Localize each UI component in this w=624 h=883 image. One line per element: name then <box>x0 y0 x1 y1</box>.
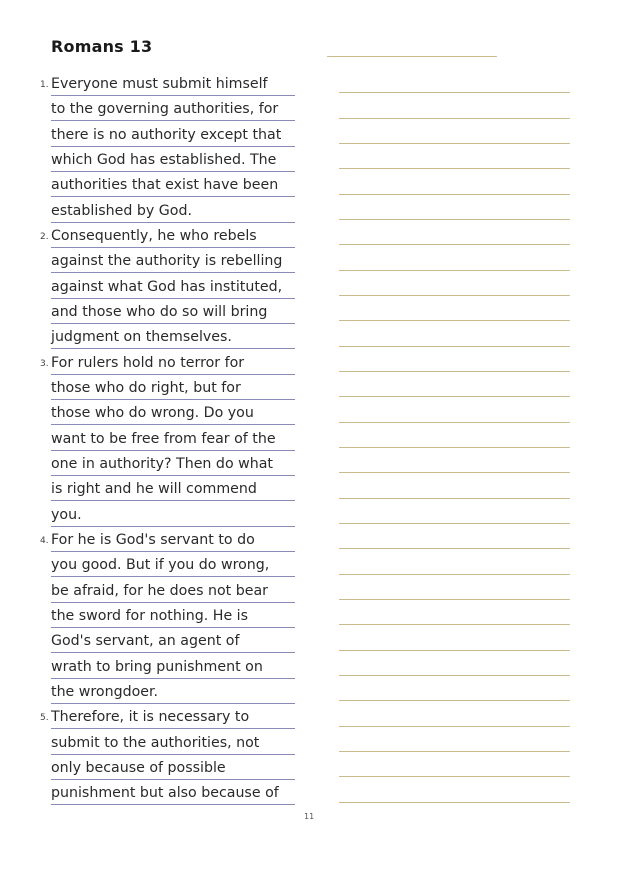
verse-line-text: Therefore, it is necessary to <box>51 709 295 729</box>
verse-line-text: against what God has instituted, <box>51 279 295 299</box>
verse-line-text: Consequently, he who rebels <box>51 228 295 248</box>
verse-line <box>0 199 300 224</box>
verse-line-text: which God has established. The <box>51 152 295 172</box>
copy-writing-line[interactable] <box>339 275 570 300</box>
verse-line-text: Everyone must submit himself <box>51 76 295 96</box>
verse-line-text: For he is God's servant to do <box>51 532 295 552</box>
verse-line-text: authorities that exist have been <box>51 177 295 197</box>
copy-writing-line[interactable] <box>339 123 570 148</box>
verse-line <box>0 173 300 198</box>
verse-number: 2. <box>40 231 49 242</box>
verse-line-text: established by God. <box>51 203 295 223</box>
copy-writing-line[interactable] <box>339 579 570 604</box>
verse-line-text: the wrongdoer. <box>51 684 295 704</box>
verse-line-text: judgment on themselves. <box>51 329 295 349</box>
copy-writing-line[interactable] <box>339 528 570 553</box>
copy-writing-line[interactable] <box>339 325 570 350</box>
copy-lines-column <box>339 72 570 807</box>
verse-line-text: is right and he will commend <box>51 481 295 501</box>
copy-writing-line[interactable] <box>339 351 570 376</box>
verse-number: 5. <box>40 713 49 724</box>
verse-line-text: there is no authority except that <box>51 127 295 147</box>
copy-writing-line[interactable] <box>339 629 570 654</box>
copy-writing-line[interactable] <box>339 224 570 249</box>
verse-line-text: against the authority is rebelling <box>51 253 295 273</box>
verse-line <box>0 756 300 781</box>
verse-line <box>0 579 300 604</box>
copy-writing-line[interactable] <box>339 756 570 781</box>
copy-writing-line[interactable] <box>339 477 570 502</box>
verse-line <box>0 401 300 426</box>
verse-text-column <box>0 72 300 807</box>
verse-line <box>0 123 300 148</box>
verse-number: 1. <box>40 80 49 90</box>
verse-line <box>0 427 300 452</box>
page-number: 11 <box>304 812 315 821</box>
verse-line <box>0 604 300 629</box>
copy-writing-line[interactable] <box>339 72 570 97</box>
verse-line <box>0 300 300 325</box>
verse-line-text: the sword for nothing. He is <box>51 608 295 628</box>
title-writing-line[interactable] <box>327 56 497 57</box>
copy-writing-line[interactable] <box>339 604 570 629</box>
verse-line-text: those who do right, but for <box>51 380 295 400</box>
verse-line-text: submit to the authorities, not <box>51 735 295 755</box>
copy-writing-line[interactable] <box>339 300 570 325</box>
copy-writing-line[interactable] <box>339 427 570 452</box>
verse-line-text: For rulers hold no terror for <box>51 355 295 375</box>
verse-line <box>0 781 300 806</box>
verse-line <box>0 655 300 680</box>
verse-line-text: wrath to bring punishment on <box>51 659 295 679</box>
verse-number: 3. <box>40 358 49 369</box>
verse-line-text: be afraid, for he does not bear <box>51 583 295 603</box>
copy-writing-line[interactable] <box>339 781 570 806</box>
verse-line <box>0 528 300 553</box>
copy-writing-line[interactable] <box>339 553 570 578</box>
verse-line <box>0 376 300 401</box>
verse-line <box>0 249 300 274</box>
copy-writing-line[interactable] <box>339 376 570 401</box>
copy-writing-line[interactable] <box>339 97 570 122</box>
verse-line-text: only because of possible <box>51 760 295 780</box>
verse-line <box>0 351 300 376</box>
copy-writing-line[interactable] <box>339 680 570 705</box>
verse-line <box>0 452 300 477</box>
copy-writing-line[interactable] <box>339 148 570 173</box>
verse-line-text: those who do wrong. Do you <box>51 405 295 425</box>
verse-line <box>0 705 300 730</box>
verse-line <box>0 148 300 173</box>
verse-line <box>0 224 300 249</box>
verse-line <box>0 629 300 654</box>
verse-line-text: to the governing authorities, for <box>51 101 295 121</box>
copy-writing-line[interactable] <box>339 199 570 224</box>
page-title: Romans 13 <box>51 37 153 56</box>
verse-line <box>0 503 300 528</box>
verse-line-text: want to be free from fear of the <box>51 431 295 451</box>
verse-line-text: God's servant, an agent of <box>51 633 295 653</box>
verse-line-text: punishment but also because of <box>51 785 295 805</box>
copy-writing-line[interactable] <box>339 731 570 756</box>
verse-line-text: you. <box>51 507 295 527</box>
verse-number: 4. <box>40 535 49 546</box>
copy-writing-line[interactable] <box>339 401 570 426</box>
verse-line <box>0 477 300 502</box>
copy-writing-line[interactable] <box>339 655 570 680</box>
copy-writing-line[interactable] <box>339 452 570 477</box>
copy-writing-line[interactable] <box>339 249 570 274</box>
verse-line <box>0 680 300 705</box>
copy-writing-line[interactable] <box>339 503 570 528</box>
copy-writing-line[interactable] <box>339 173 570 198</box>
verse-line <box>0 553 300 578</box>
verse-line <box>0 275 300 300</box>
copy-writing-line[interactable] <box>339 705 570 730</box>
verse-line <box>0 72 300 97</box>
verse-line <box>0 325 300 350</box>
verse-line-text: one in authority? Then do what <box>51 456 295 476</box>
verse-line <box>0 731 300 756</box>
verse-line-text: and those who do so will bring <box>51 304 295 324</box>
verse-line-text: you good. But if you do wrong, <box>51 557 295 577</box>
verse-line <box>0 97 300 122</box>
